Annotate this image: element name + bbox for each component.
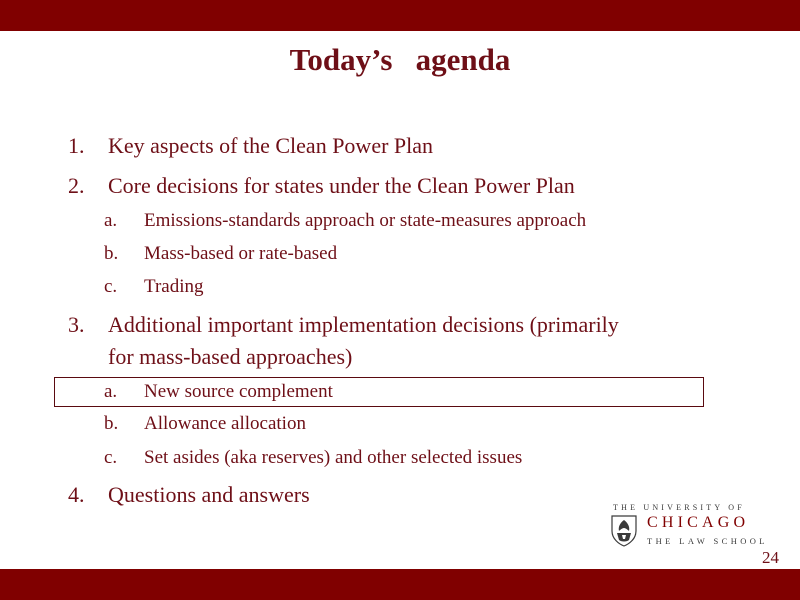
logo-university-line: THE UNIVERSITY OF <box>613 503 745 512</box>
page-number: 24 <box>762 548 779 567</box>
shield-icon <box>611 515 637 547</box>
item-text-line2: for mass-based approaches) <box>108 344 353 369</box>
subitem-text: New source complement <box>144 381 333 402</box>
item-number: 3. <box>68 312 85 337</box>
subitem-letter: b. <box>104 413 119 434</box>
item-number: 4. <box>68 482 85 507</box>
item-number: 1. <box>68 133 85 158</box>
logo-chicago: CHICAGO <box>647 514 750 531</box>
subitem-letter: a. <box>104 210 118 231</box>
subitem-text: Emissions-standards approach or state-measures approach <box>144 210 587 231</box>
subitem-text: Mass-based or rate-based <box>144 243 338 264</box>
logo-law-school: THE LAW SCHOOL <box>647 536 768 546</box>
subitem-text: Set asides (aka reserves) and other selected issues <box>144 447 523 468</box>
subitem-letter: b. <box>104 243 119 264</box>
item-text: Key aspects of the Clean Power Plan <box>108 133 434 158</box>
subitem-letter: c. <box>104 447 118 468</box>
slide-title: Today’s agenda <box>289 42 511 77</box>
item-text: Questions and answers <box>108 482 310 507</box>
subitem-text: Allowance allocation <box>144 413 306 434</box>
subitem-letter: a. <box>104 381 118 402</box>
subitem-letter: c. <box>104 276 118 297</box>
subitem-text: Trading <box>144 276 204 297</box>
university-logo <box>609 503 779 553</box>
item-number: 2. <box>68 173 85 198</box>
item-text: Core decisions for states under the Clean Power Plan <box>108 173 575 198</box>
item-text-line1: Additional important implementation decisions (primarily <box>108 312 619 337</box>
bottom-banner <box>0 569 800 600</box>
